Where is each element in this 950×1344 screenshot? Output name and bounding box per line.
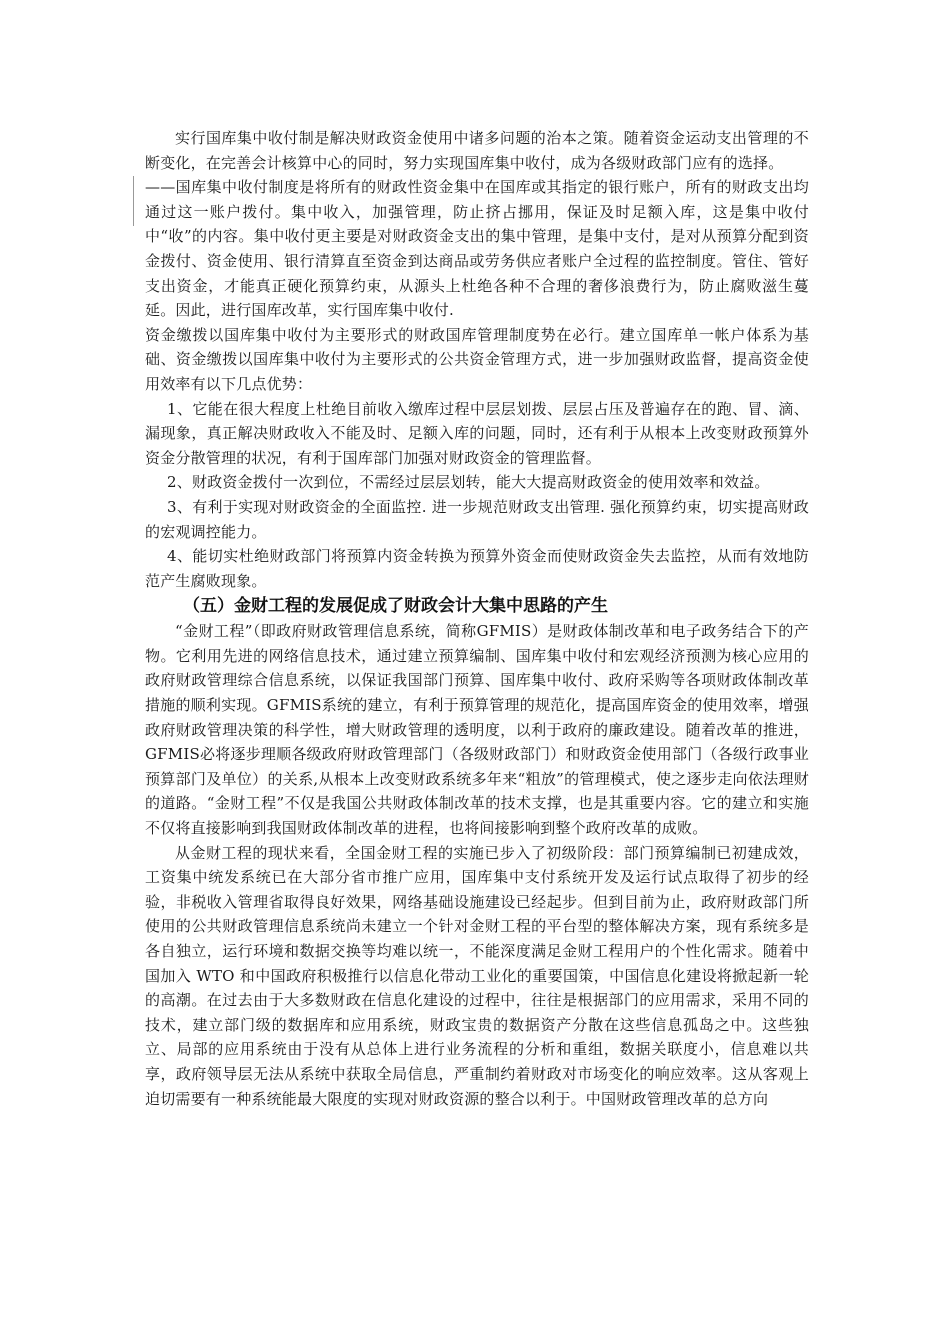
paragraph-gfmis: “金财工程”（即政府财政管理信息系统，简称GFMIS）是财政体制改革和电子政务结合下的产物。它利用先进的网络信息技术，通过建立预算编制、国库集中收付和宏观经济预测为核心应用的政府财政管理综合信息系统，以保证我国部门预算、国库集中收付、政府采购等各项财政体制改革措施的顺利实现。GFMIS系统的建立，有利于预算管理的规范化，提高国库资金的使用效率，增强政府财政管理决策的科学性，增大财政管理的透明度，以利于政府的廉政建设。随着改革的推进，GFMIS必将逐步理顺各级政府财政管理部门（各级财政部门）和财政资金使用部门（各级行政事业预算部门及单位）的关系,从根本上改变财政系统多年来“粗放”的管理模式，使之逐步走向依法理财的道路。“金财工程”不仅是我国公共财政体制改革的技术支撑，也是其重要内容。它的建立和实施不仅将直接影响到我国财政体制改革的进程，也将间接影响到整个政府改革的成败。 [145,622,809,838]
paragraph-advantages-intro: 资金缴拨以国库集中收付为主要形式的财政国库管理制度势在必行。建立国库单一帐户体系为基础、资金缴拨以国库集中收付为主要形式的公共资金管理方式，进一步加强财政监督，提高资金使用效率有以下几点优势： [145,325,809,393]
paragraph-intro: 实行国库集中收付制是解决财政资金使用中诸多问题的治本之策。随着资金运动支出管理的不断变化，在完善会计核算中心的同时，努力实现国库集中收付，成为各级财政部门应有的选择。 [145,129,809,172]
document-page [145,126,809,1111]
list-item-advantage-2: 2、财政资金拨付一次到位，不需经过层层划转，能大大提高财政资金的使用效率和效益。 [167,473,770,492]
paragraph-current-status: 从金财工程的现状来看，全国金财工程的实施已步入了初级阶段：部门预算编制已初建成效，工资集中统发系统已在大部分省市推广应用，国库集中支付系统开发及运行试点取得了初步的经验，非税收入管理省取得良好效果，网络基础设施建设已经起步。但到目前为止，政府财政部门所使用的公共财政管理信息系统尚未建立一个针对金财工程的平台型的整体解决方案，现有系统多是各自独立，运行环境和数据交换等均难以统一，不能深度满足金财工程用户的个性化需求。随着中国加入 WTO 和中国政府积极推行以信息化带动工业化的重要国策，中国信息化建设将掀起新一轮的高潮。在过去由于大多数财政在信息化建设的过程中，往往是根据部门的应用需求，采用不同的技术，建立部门级的数据库和应用系统，财政宝贵的数据资产分散在这些信息孤岛之中。这些独立、局部的应用系统由于没有从总体上进行业务流程的分析和重组，数据关联度小，信息难以共享，政府领导层无法从系统中获取全局信息，严重制约着财政对市场变化的响应效率。这从客观上迫切需要有一种系统能最大限度的实现对财政资源的整合以利于。中国财政管理改革的总方向 [145,843,809,1108]
list-item-advantage-1: 1、它能在很大程度上杜绝目前收入缴库过程中层层划拨、层层占压及普遍存在的跑、冒、滴、漏现象，真正解决财政收入不能及时、足额入库的问题，同时，还有利于从根本上改变财政预算外资金分散管理的状况，有利于国库部门加强对财政资金的管理监督。 [145,399,809,467]
section-heading: （五）金财工程的发展促成了财政会计大集中思路的产生 [183,596,608,617]
list-item-advantage-4: 4、能切实杜绝财政部门将预算内资金转换为预算外资金而使财政资金失去监控，从而有效地防范产生腐败现象。 [145,547,809,590]
paragraph-definition: ——国库集中收付制度是将所有的财政性资金集中在国库或其指定的银行账户，所有的财政支出均通过这一账户拨付。集中收入，加强管理，防止挤占挪用，保证及时足额入库，这是集中收付中“收”的内容。集中收付更主要是对财政资金支出的集中管理，是集中支付，是对从预算分配到资金拨付、资金使用、银行清算直至资金到达商品或劳务供应者账户全过程的监控制度。管住、管好支出资金，才能真正硬化预算约束，从源头上杜绝各种不合理的奢侈浪费行为，防止腐败滋生蔓延。因此，进行国库改革，实行国库集中收付. [145,178,809,320]
list-item-advantage-3: 3、有利于实现对财政资金的全面监控. 进一步规范财政支出管理. 强化预算约束，切实提高财政的宏观调控能力。 [145,497,809,541]
text-cursor-marker [133,176,134,226]
